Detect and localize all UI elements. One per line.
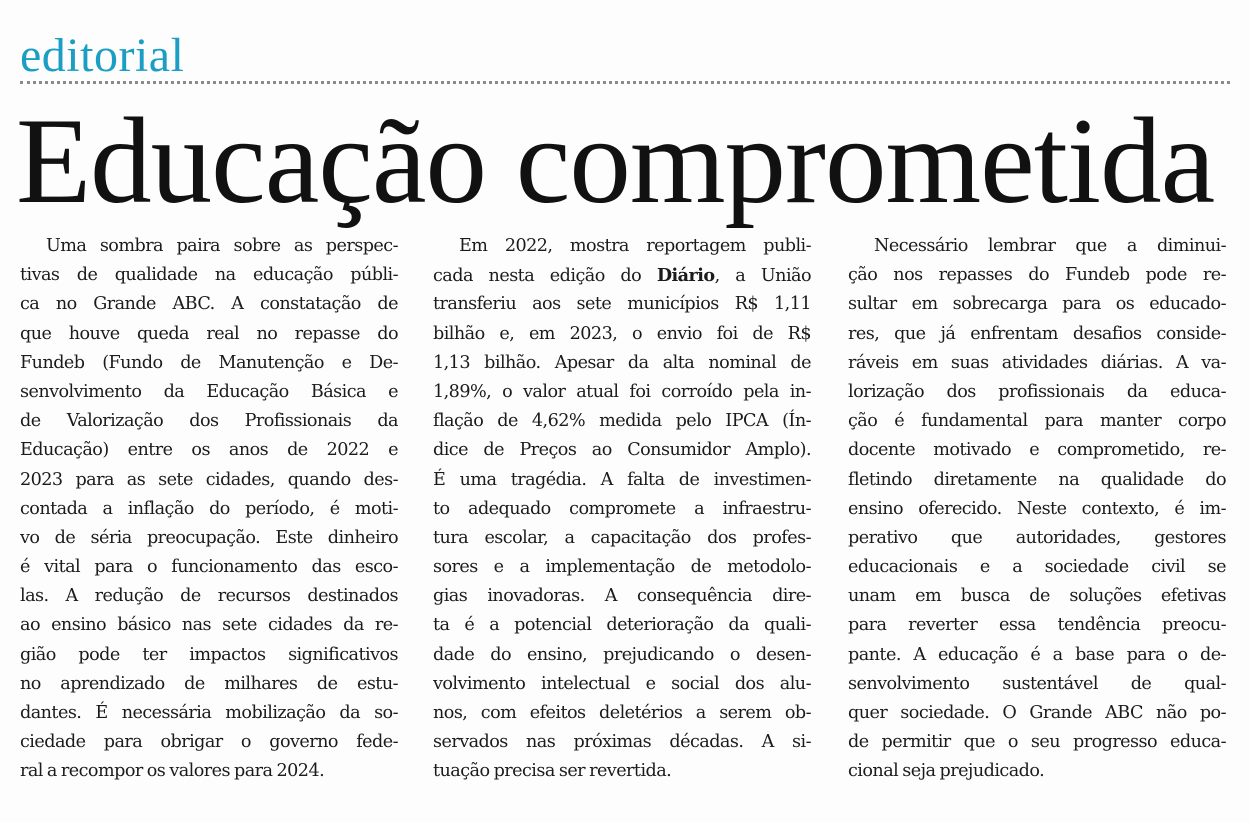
text-line: las. A redução de recursos destinados — [20, 586, 398, 607]
text-line: senvolvimento sustentável de qual- — [848, 673, 1226, 694]
text-line: pante. A educação é a base para o de- — [848, 644, 1226, 665]
text-line: ensino oferecido. Neste contexto, é im- — [848, 498, 1226, 519]
text-line: ção nos repasses do Fundeb pode re- — [848, 265, 1226, 286]
text-line: ciedade para obrigar o governo fede- — [20, 732, 398, 753]
text-fragment: cada nesta edição do — [433, 266, 642, 287]
text-line: tivas de qualidade na educação públi- — [20, 265, 398, 286]
text-line: unam em busca de soluções efetivas — [848, 586, 1226, 607]
text-line: no aprendizado de milhares de estu- — [20, 673, 398, 694]
text-line: Em 2022, mostra reportagem publi- — [459, 236, 811, 256]
text-line: sores e a implementação de metodolo- — [433, 557, 811, 578]
text-line: ráveis em suas atividades diárias. A va- — [848, 352, 1226, 373]
text-fragment: , a União — [714, 266, 811, 287]
text-line: dantes. É necessária mobilização da so- — [20, 703, 398, 723]
text-line: educacionais e a sociedade civil se — [848, 557, 1226, 578]
text-line: contada a inflação do período, é moti- — [20, 498, 398, 519]
text-line: ta é a potencial deterioração da quali- — [433, 615, 811, 636]
text-line: 1,89%, o valor atual foi corroído pela in- — [433, 381, 811, 402]
text-line: gião pode ter impactos significativos — [20, 644, 398, 665]
text-line: volvimento intelectual e social dos alu- — [433, 673, 811, 694]
text-line: 1,13 bilhão. Apesar da alta nominal de — [433, 352, 811, 373]
text-line: docente motivado e comprometido, re- — [848, 440, 1226, 461]
text-line: é vital para o funcionamento das esco- — [20, 557, 398, 578]
text-line: que houve queda real no repasse do — [20, 323, 398, 344]
dotted-divider — [20, 81, 1230, 84]
text-line: vo de séria preocupação. Este dinheiro — [20, 527, 398, 548]
text-line: 2023 para as sete cidades, quando des- — [20, 469, 398, 490]
text-line: É uma tragédia. A falta de investimen- — [433, 469, 811, 490]
text-line: res, que já enfrentam desafios conside- — [848, 323, 1226, 344]
text-line: cional seja prejudicado. — [848, 761, 1045, 782]
text-line: senvolvimento da Educação Básica e — [20, 381, 398, 402]
article-column-3 — [848, 232, 1226, 802]
text-line: lorização dos profissionais da educa- — [848, 381, 1226, 402]
text-line: servados nas próximas décadas. A si- — [433, 732, 811, 753]
text-line: Necessário lembrar que a diminui- — [874, 236, 1226, 256]
text-line: Fundeb (Fundo de Manutenção e De- — [20, 352, 398, 373]
text-line: gias inovadoras. A consequência dire- — [433, 586, 811, 607]
text-line: ral a recompor os valores para 2024. — [20, 761, 325, 782]
text-line: ção é fundamental para manter corpo — [848, 411, 1226, 432]
headline: Educação comprometida — [16, 92, 1215, 229]
text-line: perativo que autoridades, gestores — [848, 527, 1226, 548]
text-line: de permitir que o seu progresso educa- — [848, 732, 1226, 753]
newspaper-name: Diário — [656, 265, 715, 287]
text-line: fletindo diretamente na qualidade do — [848, 469, 1226, 490]
text-line: bilhão e, em 2023, o envio foi de R$ — [433, 323, 811, 344]
text-line: transferiu aos sete municípios R$ 1,11 — [433, 294, 811, 315]
text-line: tura escolar, a capacitação dos profes- — [433, 527, 811, 548]
text-line: tuação precisa ser revertida. — [433, 761, 672, 782]
article-column-2 — [433, 232, 811, 802]
section-label: editorial — [20, 29, 185, 82]
text-line: Uma sombra paira sobre as perspec- — [46, 236, 398, 256]
text-line: quer sociedade. O Grande ABC não po- — [848, 703, 1226, 723]
text-line-with-bold — [433, 261, 811, 290]
text-line: Educação) entre os anos de 2022 e — [20, 440, 398, 461]
text-line: nos, com efeitos deletérios a serem ob- — [433, 703, 811, 723]
article-column-1 — [20, 232, 398, 802]
text-line: para reverter essa tendência preocu- — [848, 615, 1226, 636]
text-line: sultar em sobrecarga para os educado- — [848, 294, 1226, 315]
text-line: ca no Grande ABC. A constatação de — [20, 294, 398, 315]
text-line: to adequado compromete a infraestru- — [433, 498, 811, 519]
text-line: dade do ensino, prejudicando o desen- — [433, 644, 811, 665]
text-line: flação de 4,62% medida pelo IPCA (Ín- — [433, 411, 811, 432]
text-line: de Valorização dos Profissionais da — [20, 411, 398, 432]
text-line: dice de Preços ao Consumidor Amplo). — [433, 440, 811, 461]
text-line: ao ensino básico nas sete cidades da re- — [20, 615, 398, 636]
